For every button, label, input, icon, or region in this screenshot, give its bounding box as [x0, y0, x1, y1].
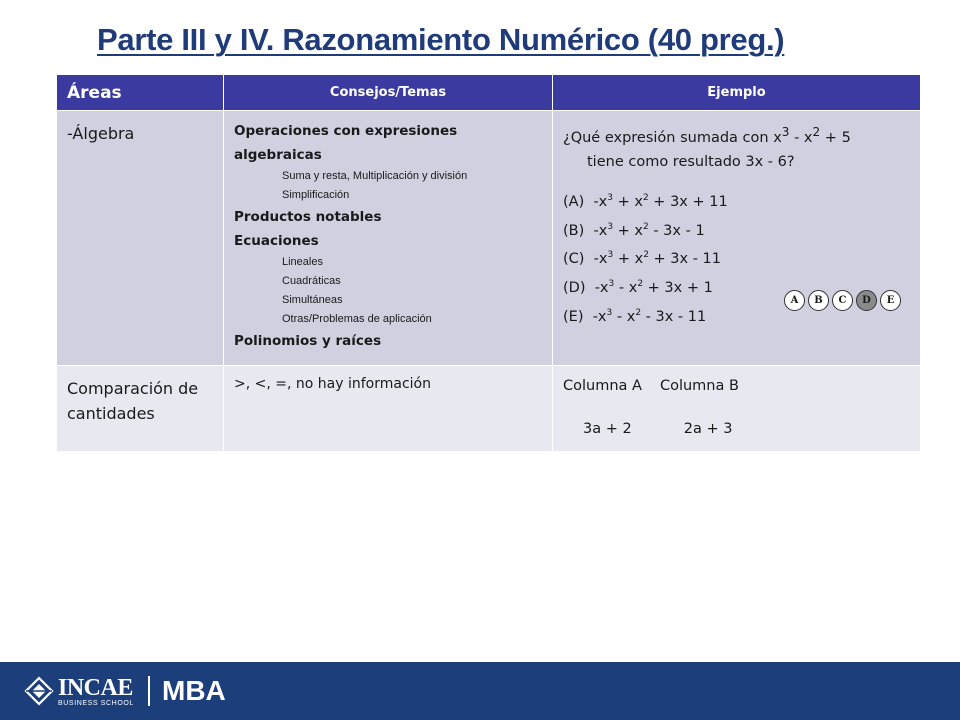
- topic-ecuaciones: Ecuaciones: [234, 233, 319, 249]
- answer-option-c: (C) $-x^3 + x^2 + 3x - 11$: [563, 250, 721, 268]
- incae-logo: [24, 676, 134, 708]
- column-values: [563, 417, 914, 441]
- area-cell: [57, 111, 224, 366]
- answer-option-b: (B) $-x^3 + x^2 - 3x - 1$: [563, 221, 705, 239]
- program-label: MBA: [162, 675, 226, 706]
- question-line-2: tiene como resultado 3x - 6?: [587, 153, 795, 170]
- area-cell: [57, 366, 224, 452]
- topics-cell: [224, 366, 553, 452]
- answer-bubble-sheet: [784, 290, 901, 311]
- subtopic: Otras/Problemas de aplicación: [282, 313, 432, 325]
- topics-list: [224, 111, 552, 353]
- slide-title: Parte III y IV. Razonamiento Numérico (40 preg.): [97, 22, 785, 57]
- header-areas: Áreas: [57, 75, 224, 111]
- logo-subtitle: BUSINESS SCHOOL: [58, 700, 134, 707]
- topics-cell: [224, 111, 553, 366]
- example-block: [553, 366, 920, 441]
- answer-bubble-d-selected[interactable]: D: [856, 290, 877, 311]
- logo-name: INCAE: [58, 675, 133, 701]
- area-label: -Álgebra: [67, 124, 135, 143]
- header-row: [57, 75, 921, 111]
- footer-divider: [148, 676, 150, 706]
- subtopic: Suma y resta, Multiplicación y división: [282, 170, 468, 182]
- subtopic: Lineales: [282, 256, 323, 268]
- topic-productos-notables: Productos notables: [234, 209, 382, 225]
- column-headers: [563, 375, 914, 397]
- area-label: Comparación de cantidades: [67, 379, 199, 423]
- example-cell: [553, 111, 921, 366]
- content-table: [56, 74, 921, 452]
- answer-bubble-a[interactable]: A: [784, 290, 805, 311]
- example-block: [553, 111, 920, 330]
- answer-option-d: (D) $-x^3 - x^2 + 3x + 1$: [563, 279, 713, 297]
- subtopic: Cuadráticas: [282, 275, 341, 287]
- column-a-value: 3a + 2: [583, 421, 632, 437]
- example-cell: [553, 366, 921, 452]
- topic-polinomios: Polinomios y raíces: [234, 333, 382, 349]
- answer-bubble-b[interactable]: B: [808, 290, 829, 311]
- table-row-comparacion: [57, 366, 921, 452]
- subtopic: Simplificación: [282, 189, 350, 201]
- column-b-value: 2a + 3: [683, 421, 733, 437]
- column-b-label: Columna B: [659, 378, 739, 394]
- header-consejos: Consejos/Temas: [224, 75, 553, 111]
- question-line-1: ¿Qué expresión sumada con $x^3 - x^2 + 5$: [563, 125, 851, 146]
- answer-bubble-c[interactable]: C: [832, 290, 853, 311]
- incae-logo-icon: [24, 676, 54, 706]
- footer-bar: [0, 662, 960, 720]
- topic-operaciones: Operaciones con expresiones algebraicas: [234, 123, 458, 163]
- answer-bubble-e[interactable]: E: [880, 290, 901, 311]
- table-row-algebra: [57, 111, 921, 366]
- topic-comparison-options: >, <, =, no hay información: [234, 376, 431, 392]
- answer-option-e: (E) $-x^3 - x^2 - 3x - 11$: [563, 308, 707, 325]
- column-a-label: Columna A: [563, 378, 642, 394]
- subtopic: Simultáneas: [282, 294, 343, 306]
- answer-option-a: (A) $-x^3 + x^2 + 3x + 11$: [563, 192, 728, 210]
- header-ejemplo: Ejemplo: [553, 75, 921, 111]
